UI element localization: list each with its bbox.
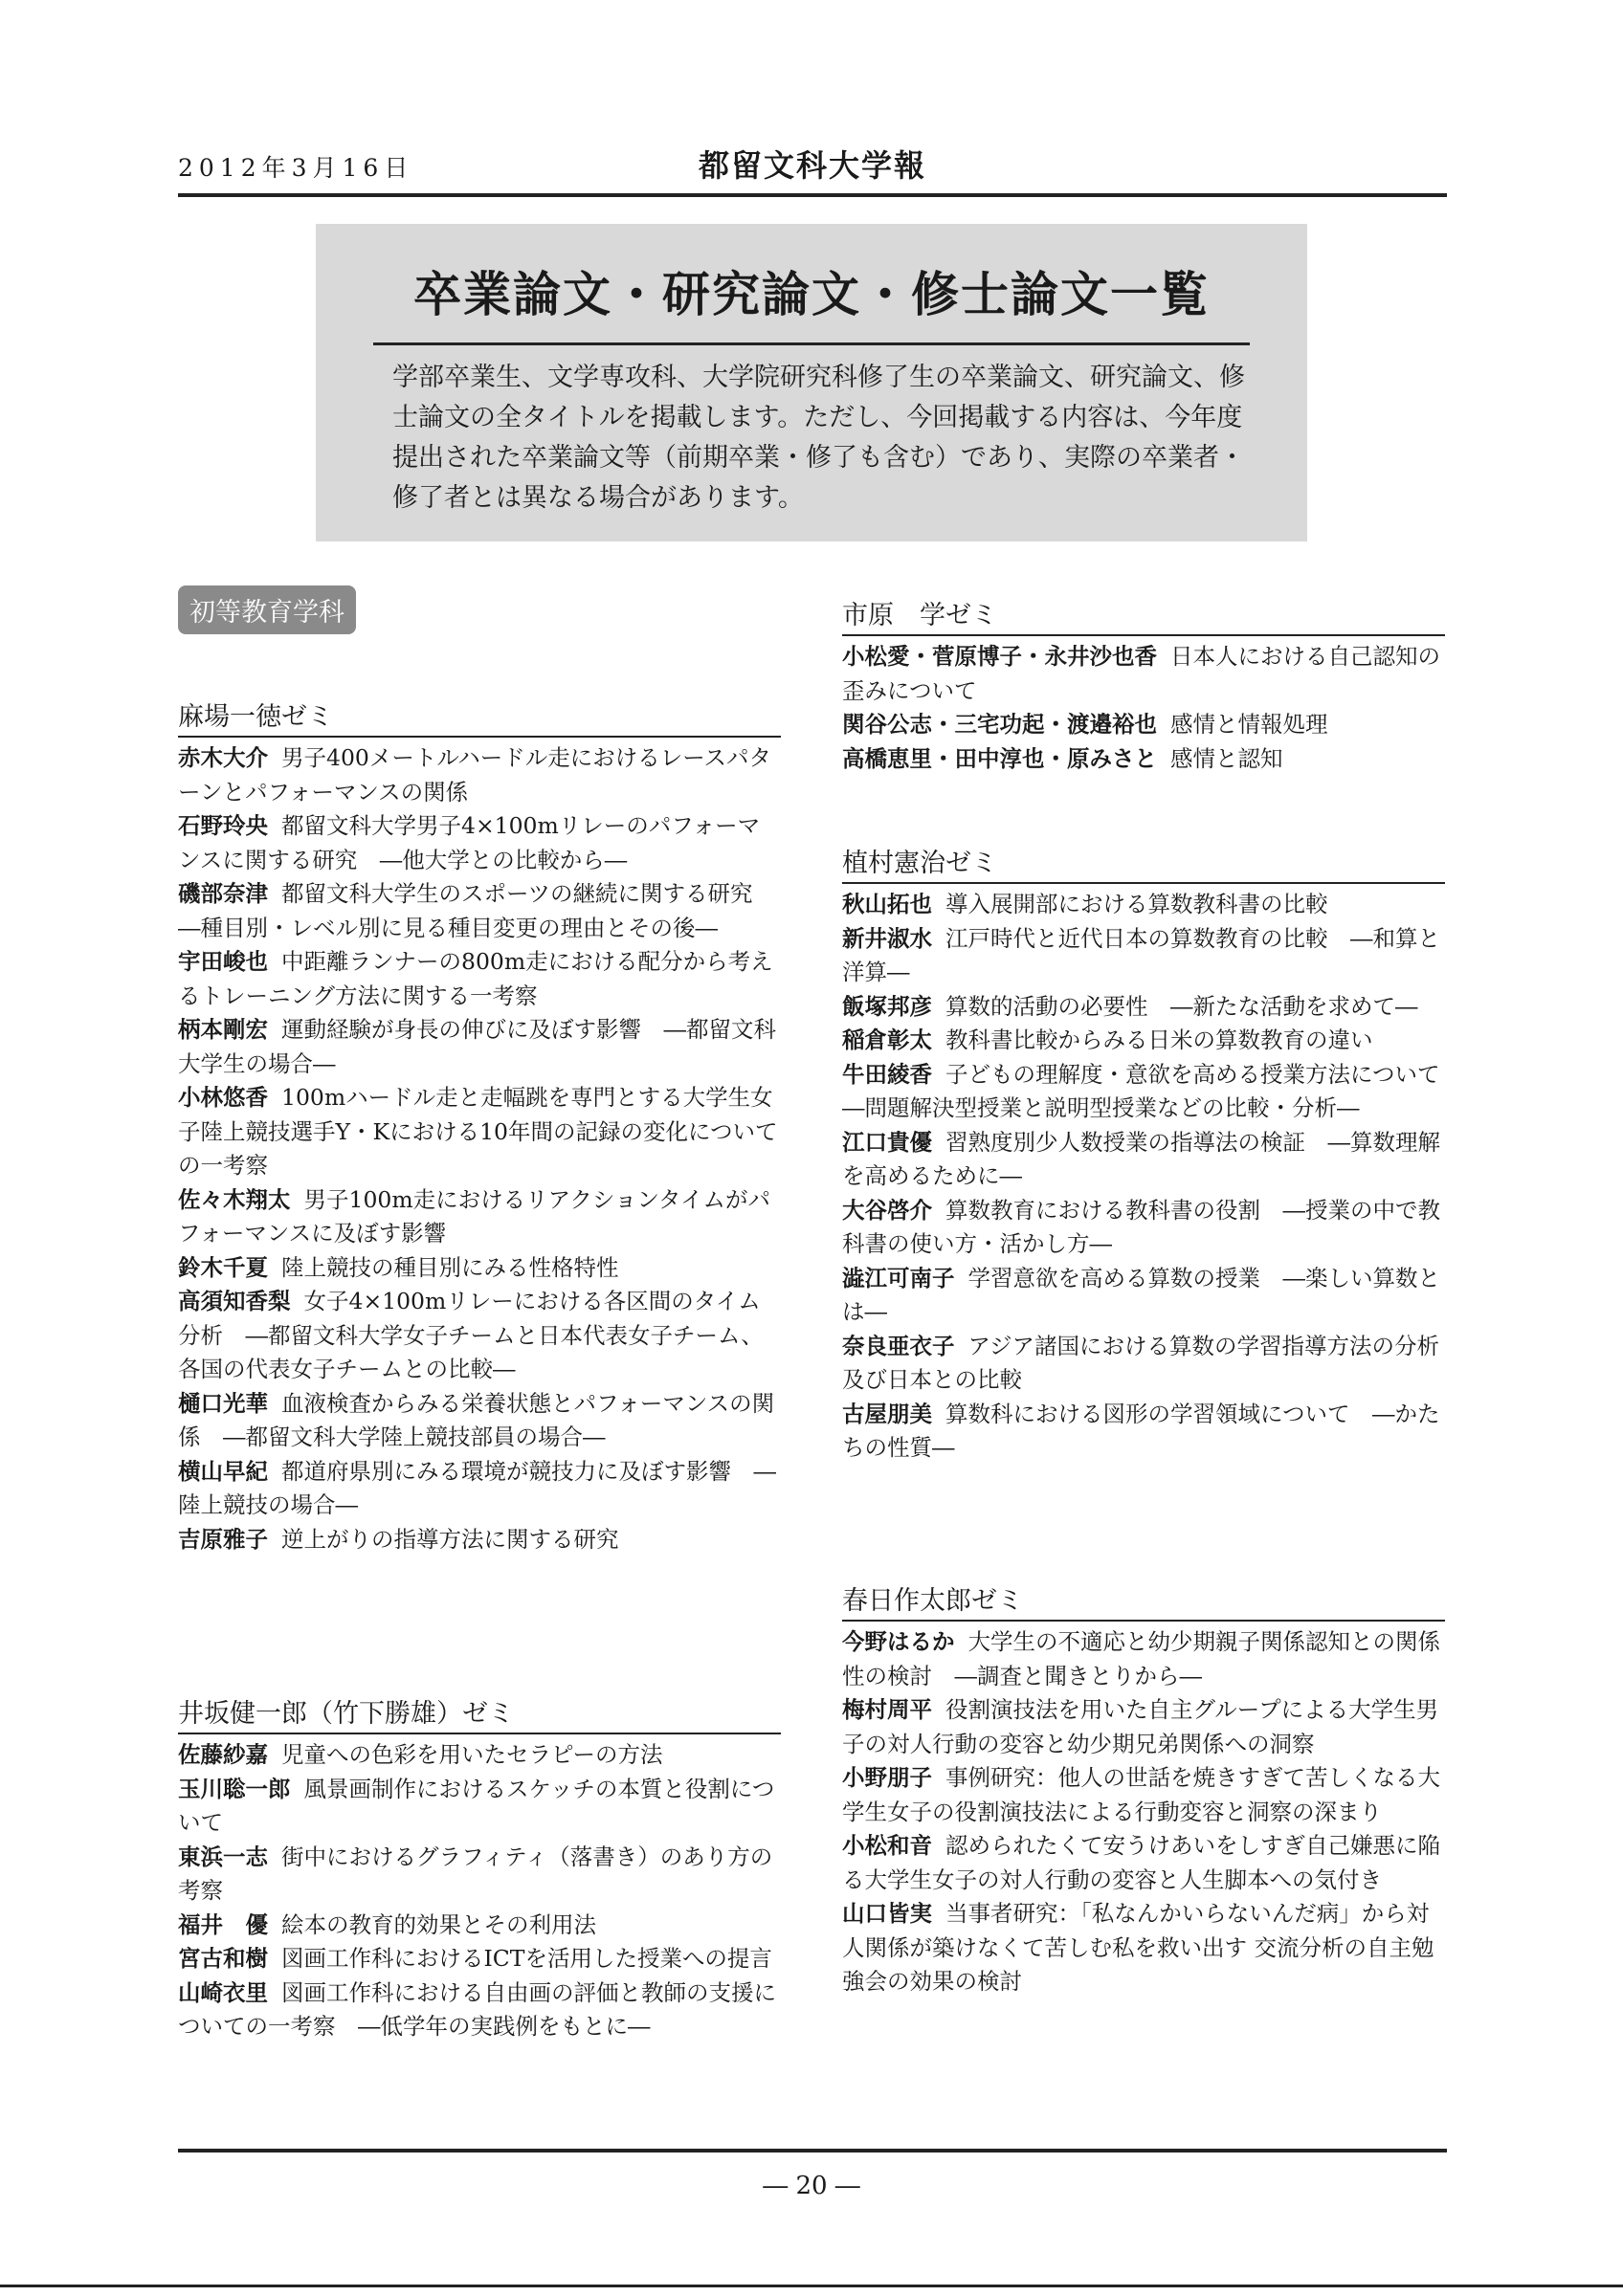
thesis-entry bbox=[842, 922, 1445, 990]
student-name: 柄本剛宏 bbox=[178, 1016, 268, 1043]
thesis-entry bbox=[178, 1942, 781, 1976]
thesis-title: 子どもの理解度・意欲を高める授業方法について ―問題解決型授業と説明型授業などの比較・分析― bbox=[842, 1060, 1463, 1121]
student-name: 稲倉彰太 bbox=[842, 1027, 932, 1053]
issue-date: 2012年3月16日 bbox=[178, 154, 414, 182]
list-title: 卒業論文・研究論文・修士論文一覧 bbox=[373, 256, 1250, 345]
thesis-entry bbox=[178, 877, 781, 945]
thesis-title: 感情と認知 bbox=[1170, 744, 1283, 772]
thesis-entry bbox=[178, 1183, 781, 1251]
thesis-entry bbox=[842, 742, 1445, 777]
student-name: 古屋朋美 bbox=[842, 1400, 932, 1427]
thesis-entry bbox=[842, 1398, 1445, 1466]
student-name: 高須知香梨 bbox=[178, 1288, 291, 1314]
student-name: 宇田峻也 bbox=[178, 948, 268, 975]
student-name: 佐々木翔太 bbox=[178, 1185, 291, 1213]
thesis-entry bbox=[842, 640, 1445, 708]
seminar-section bbox=[842, 847, 1463, 1466]
thesis-title: 100mハードル走と走幅跳を専門とする大学生女子陸上競技選手Y・Kにおける10年間の記録の変化についての一考察 bbox=[178, 1084, 778, 1179]
page-bottom-edge bbox=[0, 2285, 1623, 2287]
thesis-entry bbox=[178, 1909, 781, 1943]
student-name: 大谷啓介 bbox=[842, 1196, 932, 1224]
student-name: 飯塚邦彦 bbox=[842, 992, 932, 1020]
thesis-title: 江戸時代と近代日本の算数教育の比較 ―和算と洋算― bbox=[842, 924, 1440, 985]
thesis-entry bbox=[178, 1081, 781, 1183]
thesis-entry bbox=[842, 1693, 1445, 1761]
student-name: 新井淑水 bbox=[842, 924, 932, 952]
student-name: 関谷公志・三宅功起・渡邉裕也 bbox=[842, 711, 1157, 738]
publication-title: 都留文科大学報 bbox=[698, 147, 926, 184]
thesis-title: 図画工作科における自由画の評価と教師の支援についての一考察 ―低学年の実践例をもとに― bbox=[178, 1978, 776, 2040]
student-name: 秋山拓也 bbox=[842, 891, 932, 917]
student-name: 小松和音 bbox=[842, 1832, 932, 1859]
seminar-title: 植村憲治ゼミ bbox=[842, 847, 1445, 884]
thesis-title: 図画工作科におけるICTを活用した授業への提言 bbox=[281, 1945, 772, 1972]
student-name: 赤木大介 bbox=[178, 744, 268, 771]
thesis-title: 学習意欲を高める算数の授業 ―楽しい算数とは― bbox=[842, 1264, 1440, 1325]
seminar-title: 春日作太郎ゼミ bbox=[842, 1584, 1445, 1622]
thesis-entry bbox=[178, 1285, 781, 1387]
thesis-title: 運動経験が身長の伸びに及ぼす影響 ―都留文科大学生の場合― bbox=[178, 1016, 776, 1077]
thesis-entry bbox=[178, 1387, 781, 1455]
seminar-title: 市原 学ゼミ bbox=[842, 599, 1445, 636]
thesis-title: 男子400メートルハードル走におけるレースパターンとパフォーマンスの関係 bbox=[178, 744, 772, 806]
student-name: 山崎衣里 bbox=[178, 1978, 268, 2006]
thesis-entry bbox=[842, 1126, 1445, 1194]
thesis-entry bbox=[178, 1976, 781, 2044]
student-name: 横山早紀 bbox=[178, 1457, 268, 1485]
thesis-entry bbox=[178, 1841, 781, 1909]
thesis-entry bbox=[178, 809, 781, 877]
thesis-entry bbox=[842, 1761, 1445, 1829]
thesis-title: 事例研究：他人の世話を焼きすぎて苦しくなる大学生女子の役割演技法による行動変容と洞察の深まり bbox=[842, 1764, 1440, 1825]
thesis-entry bbox=[178, 1013, 781, 1081]
student-name: 山口皆実 bbox=[842, 1900, 932, 1927]
thesis-title: 算数的活動の必要性 ―新たな活動を求めて― bbox=[945, 992, 1418, 1020]
thesis-title: 感情と情報処理 bbox=[1170, 711, 1328, 738]
thesis-title: 認められたくて安うけあいをしすぎ自己嫌悪に陥る大学生女子の対人行動の変容と人生脚本への気付き bbox=[842, 1832, 1440, 1893]
thesis-entry bbox=[178, 1523, 781, 1557]
thesis-entry bbox=[842, 1194, 1445, 1262]
student-name: 江口貴優 bbox=[842, 1128, 932, 1156]
thesis-entry bbox=[178, 1738, 781, 1773]
thesis-title: 風景画制作におけるスケッチの本質と役割について bbox=[178, 1775, 775, 1836]
intro-text: 学部卒業生、文学専攻科、大学院研究科修了生の卒業論文、研究論文、修士論文の全タイトルを掲載します。ただし、今回掲載する内容は、今年度提出された卒業論文等（前期卒業・修了も含む）であり、実際の卒業者・修了者とは異なる場合があります。 bbox=[392, 363, 1245, 513]
student-name: 今野はるか bbox=[842, 1628, 955, 1655]
student-name: 澁江可南子 bbox=[842, 1264, 955, 1292]
student-name: 小林悠香 bbox=[178, 1084, 268, 1111]
department-label: 初等教育学科 bbox=[178, 585, 356, 634]
thesis-title: 都留文科大学生のスポーツの継続に関する研究 ―種目別・レベル別に見る種目変更の理由とその後― bbox=[178, 880, 776, 941]
thesis-entry bbox=[178, 1773, 781, 1841]
student-name: 磯部奈津 bbox=[178, 880, 268, 907]
thesis-title: 都道府県別にみる環境が競技力に及ぼす影響 ―陸上競技の場合― bbox=[178, 1457, 776, 1518]
thesis-title: 女子4×100mリレーにおける各区間のタイム分析 ―都留文科大学女子チームと日本代表女子チーム、各国の代表女子チームとの比較― bbox=[178, 1288, 764, 1382]
thesis-entry bbox=[842, 1058, 1463, 1126]
thesis-title: 逆上がりの指導方法に関する研究 bbox=[281, 1525, 619, 1553]
thesis-title: 当事者研究：「私なんかいらないんだ病」から対人関係が築けなくて苦しむ私を救い出す 交流分析の自主勉強会の効果の検討 bbox=[842, 1900, 1434, 1995]
thesis-entry bbox=[842, 1024, 1445, 1058]
student-name: 鈴木千夏 bbox=[178, 1253, 268, 1281]
thesis-title: 教科書比較からみる日米の算数教育の違い bbox=[945, 1027, 1373, 1053]
thesis-entry bbox=[842, 1330, 1445, 1398]
student-name: 小松愛・菅原博子・永井沙也香 bbox=[842, 643, 1157, 670]
intro-box bbox=[316, 224, 1307, 541]
student-name: 樋口光華 bbox=[178, 1389, 268, 1417]
thesis-title: 導入展開部における算数教科書の比較 bbox=[945, 891, 1328, 917]
thesis-entry bbox=[842, 708, 1445, 742]
thesis-title: 男子100m走におけるリアクションタイムがパフォーマンスに及ぼす影響 bbox=[178, 1185, 771, 1247]
thesis-title: 絵本の教育的効果とその利用法 bbox=[281, 1910, 596, 1938]
student-name: 福井 優 bbox=[178, 1910, 268, 1938]
thesis-title: 都留文科大学男子4×100mリレーのパフォーマンスに関する研究 ―他大学との比較から― bbox=[178, 812, 761, 873]
thesis-title: 役割演技法を用いた自主グループによる大学生男子の対人行動の変容と幼少期兄弟関係への洞察 bbox=[842, 1696, 1439, 1757]
seminar-title: 麻場一徳ゼミ bbox=[178, 700, 781, 738]
thesis-title: 算数科における図形の学習領域について ―かたちの性質― bbox=[842, 1400, 1440, 1461]
student-name: 佐藤紗嘉 bbox=[178, 1741, 268, 1768]
seminar-section bbox=[178, 1697, 781, 2044]
thesis-entry bbox=[178, 945, 781, 1013]
thesis-title: 街中におけるグラフィティ（落書き）のあり方の考察 bbox=[178, 1843, 773, 1904]
student-name: 牛田綾香 bbox=[842, 1060, 932, 1088]
page-number: ― 20 ― bbox=[763, 2172, 860, 2200]
thesis-entry bbox=[842, 990, 1445, 1025]
thesis-entry bbox=[842, 1897, 1445, 1999]
thesis-title: 児童への色彩を用いたセラピーの方法 bbox=[281, 1741, 663, 1768]
thesis-title: 陸上競技の種目別にみる性格特性 bbox=[281, 1253, 619, 1281]
seminar-section bbox=[842, 599, 1445, 776]
thesis-entry bbox=[178, 1455, 781, 1523]
seminar-section bbox=[842, 1584, 1445, 1999]
thesis-title: 日本人における自己認知の歪みについて bbox=[842, 643, 1440, 704]
footer-rule bbox=[178, 2149, 1447, 2152]
thesis-title: 中距離ランナーの800m走における配分から考えるトレーニング方法に関する一考察 bbox=[178, 948, 773, 1009]
thesis-entry bbox=[842, 888, 1445, 922]
student-name: 吉原雅子 bbox=[178, 1525, 268, 1553]
thesis-entry bbox=[842, 1829, 1445, 1897]
seminar-title: 井坂健一郎（竹下勝雄）ゼミ bbox=[178, 1697, 781, 1734]
thesis-entry bbox=[842, 1625, 1445, 1693]
student-name: 高橋恵里・田中淳也・原みさと bbox=[842, 744, 1157, 772]
thesis-entry bbox=[842, 1262, 1445, 1330]
thesis-title: 血液検査からみる栄養状態とパフォーマンスの関係 ―都留文科大学陸上競技部員の場合― bbox=[178, 1389, 775, 1450]
thesis-title: アジア諸国における算数の学習指導方法の分析及び日本との比較 bbox=[842, 1332, 1440, 1393]
thesis-title: 習熟度別少人数授業の指導法の検証 ―算数理解を高めるために― bbox=[842, 1128, 1440, 1189]
seminar-section bbox=[178, 700, 781, 1556]
page-header bbox=[178, 144, 1447, 197]
student-name: 石野玲央 bbox=[178, 812, 268, 839]
thesis-entry bbox=[178, 741, 781, 809]
student-name: 梅村周平 bbox=[842, 1696, 932, 1723]
student-name: 玉川聡一郎 bbox=[178, 1775, 291, 1802]
student-name: 小野朋子 bbox=[842, 1764, 932, 1791]
student-name: 宮古和樹 bbox=[178, 1945, 268, 1972]
thesis-entry bbox=[178, 1251, 781, 1286]
thesis-title: 大学生の不適応と幼少期親子関係認知との関係性の検討 ―調査と聞きとりから― bbox=[842, 1628, 1440, 1689]
thesis-title: 算数教育における教科書の役割 ―授業の中で教科書の使い方・活かし方― bbox=[842, 1196, 1440, 1257]
student-name: 奈良亜衣子 bbox=[842, 1332, 955, 1359]
student-name: 東浜一志 bbox=[178, 1843, 268, 1870]
